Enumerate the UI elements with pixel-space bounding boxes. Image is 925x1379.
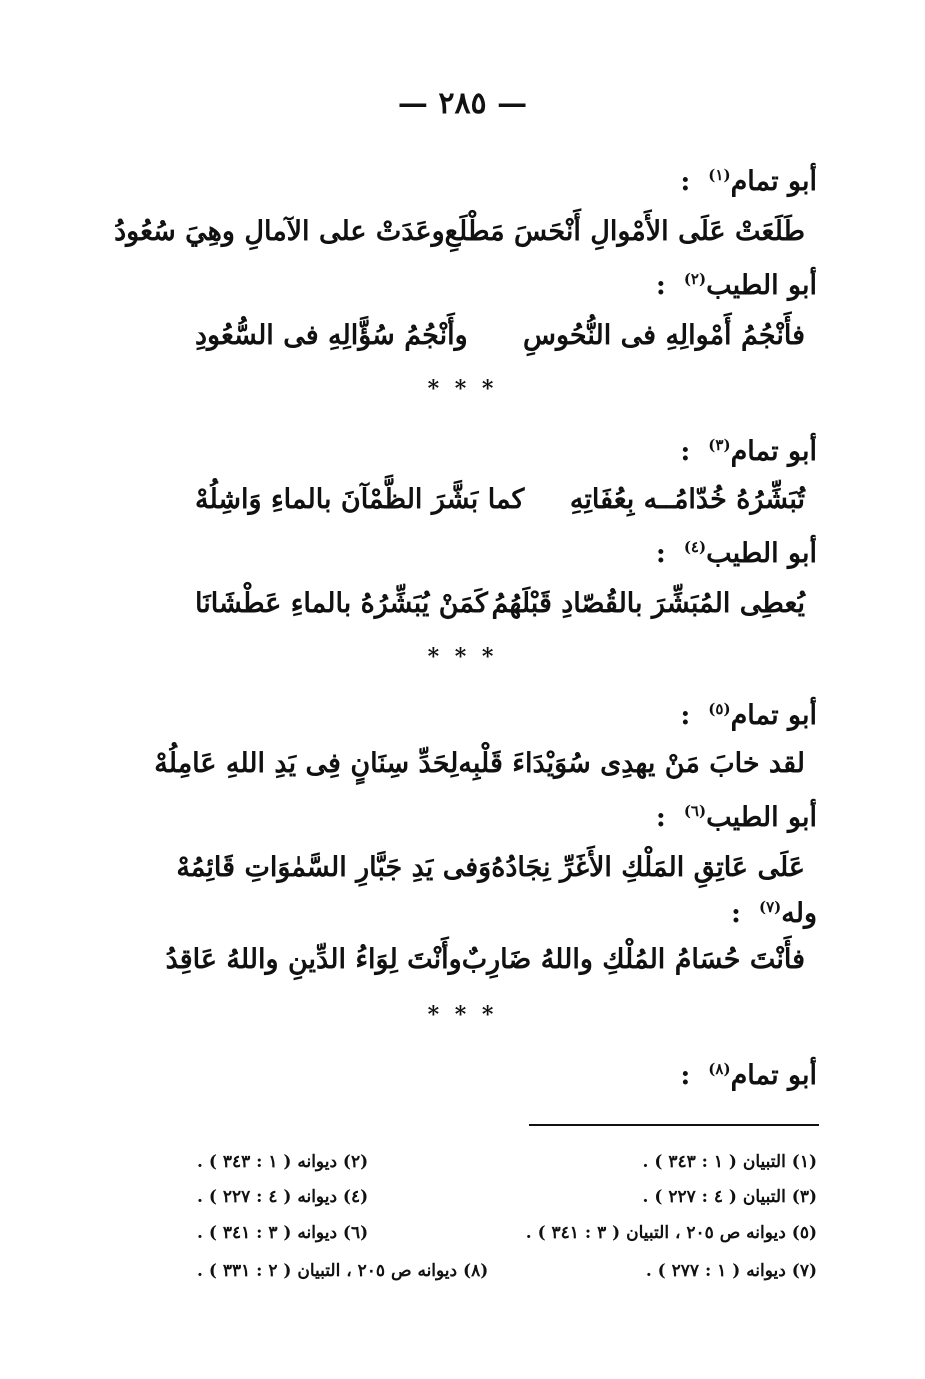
footnote-ref: (٣) bbox=[708, 436, 731, 454]
footnote-row-2 bbox=[197, 1187, 817, 1207]
footnote-ref: (٦) bbox=[683, 802, 707, 820]
colon: : bbox=[680, 436, 691, 467]
verse-second-hemistich: كَمَنْ يُبَشِّرُهُ بالماءِ عَطْشَانَا bbox=[195, 588, 488, 619]
colon: : bbox=[680, 166, 691, 197]
verse-second-hemistich: وعَدَتْ على الآمالِ وهِيَ سُعُودُ bbox=[114, 216, 445, 247]
footnote: (٨) ديوانه ص ٢٠٥ ، التبيان ( ٢ : ٣٣١ ) . bbox=[197, 1261, 489, 1281]
poet-name: وله bbox=[781, 898, 817, 929]
verse-line-2 bbox=[195, 320, 805, 351]
page-number: — ٢٨٥ — bbox=[397, 86, 528, 121]
footnote: (٥) ديوانه ص ٢٠٥ ، التبيان ( ٣ : ٣٤١ ) . bbox=[525, 1223, 817, 1243]
poet-heading-8 bbox=[680, 1060, 817, 1091]
verse-first-hemistich: فأَنْجُمُ أَمْوالِهِ فى النُّحُوسِ bbox=[523, 320, 805, 351]
footnote: (٦) ديوانه ( ٣ : ٣٤١ ) . bbox=[197, 1223, 369, 1243]
poet-name: أبو تمام bbox=[730, 1060, 817, 1091]
poet-name: أبو الطيب bbox=[706, 270, 817, 301]
footnote-ref: (١) bbox=[708, 166, 731, 184]
section-separator-1: * * * bbox=[427, 376, 498, 402]
footnote: (٣) التبيان ( ٤ : ٢٢٧ ) . bbox=[642, 1187, 817, 1207]
footnote-row-4 bbox=[197, 1261, 817, 1281]
verse-second-hemistich: وأَنْتَ لِوَاءُ الدِّينِ واللهُ عَاقِدُ bbox=[165, 944, 462, 975]
verse-first-hemistich: لقد خابَ مَنْ يهدِى سُوَيْدَاءَ قَلْبِه bbox=[458, 748, 805, 779]
verse-second-hemistich: كما بَشَّرَ الظَّمْآنَ بالماءِ وَاشِلُهْ bbox=[195, 484, 525, 515]
colon: : bbox=[655, 270, 666, 301]
colon: : bbox=[680, 700, 691, 731]
poet-heading-3 bbox=[680, 436, 817, 467]
footnote-ref: (٢) bbox=[683, 270, 707, 288]
footnote: (٧) ديوانه ( ١ : ٢٧٧ ) . bbox=[645, 1261, 817, 1281]
poet-name: أبو تمام bbox=[730, 436, 817, 467]
verse-first-hemistich: يُعطِى المُبَشِّرَ بالقُصّادِ قَبْلَهُمُ bbox=[491, 588, 805, 619]
footnote-row-3 bbox=[197, 1223, 817, 1243]
colon: : bbox=[680, 1060, 691, 1091]
poet-name: أبو تمام bbox=[730, 166, 817, 197]
verse-second-hemistich: لِحَدِّ سِنَانٍ فِى يَدِ اللهِ عَامِلُهْ bbox=[154, 748, 459, 779]
poet-name: أبو الطيب bbox=[706, 538, 817, 569]
verse-line-5 bbox=[154, 748, 805, 779]
verse-line-1 bbox=[114, 216, 805, 247]
colon: : bbox=[655, 802, 666, 833]
verse-first-hemistich: تُبَشِّرُهُ خُدّامُــه بِعُفَاتِهِ bbox=[569, 484, 805, 515]
poet-heading-7 bbox=[731, 898, 817, 929]
verse-second-hemistich: وأَنْجُمُ سُؤَّالِهِ فى السُّعُودِ bbox=[195, 320, 468, 351]
verse-line-6 bbox=[176, 852, 805, 883]
section-separator-2: * * * bbox=[427, 644, 498, 670]
poet-name: أبو الطيب bbox=[706, 802, 817, 833]
poet-heading-5 bbox=[680, 700, 817, 731]
colon: : bbox=[655, 538, 666, 569]
footnote: (٤) ديوانه ( ٤ : ٢٢٧ ) . bbox=[197, 1187, 369, 1207]
footnote-ref: (٧) bbox=[758, 898, 782, 916]
footnote: (١) التبيان ( ١ : ٣٤٣ ) . bbox=[642, 1152, 817, 1172]
footnote-row-1 bbox=[197, 1152, 817, 1172]
footnote-ref: (٨) bbox=[708, 1060, 731, 1078]
colon: : bbox=[731, 898, 741, 929]
verse-first-hemistich: طَلَعَتْ عَلَى الأَمْوالِ أَنْحَسَ مَطْلَعِ bbox=[444, 216, 805, 247]
verse-line-3 bbox=[195, 484, 805, 515]
verse-line-4 bbox=[195, 588, 805, 619]
verse-first-hemistich: عَلَى عَاتِقِ المَلْكِ الأَغَرِّ نِجَادُهُ bbox=[491, 852, 805, 883]
footnote-ref: (٥) bbox=[708, 700, 731, 718]
poet-heading-1 bbox=[680, 166, 817, 197]
poet-heading-4 bbox=[656, 538, 817, 569]
footnote-divider bbox=[529, 1124, 819, 1126]
verse-second-hemistich: وَفى يَدِ جَبَّارِ السَّمٰوَاتِ قَائِمُهْ bbox=[176, 852, 492, 883]
footnote-ref: (٤) bbox=[683, 538, 707, 556]
verse-line-7 bbox=[165, 944, 805, 975]
poet-heading-6 bbox=[656, 802, 817, 833]
footnote: (٢) ديوانه ( ١ : ٣٤٣ ) . bbox=[197, 1152, 369, 1172]
section-separator-3: * * * bbox=[427, 1002, 498, 1028]
verse-first-hemistich: فأَنْتَ حُسَامُ المُلْكِ واللهُ ضَارِبٌ bbox=[461, 944, 805, 975]
poet-heading-2 bbox=[656, 270, 817, 301]
poet-name: أبو تمام bbox=[730, 700, 817, 731]
